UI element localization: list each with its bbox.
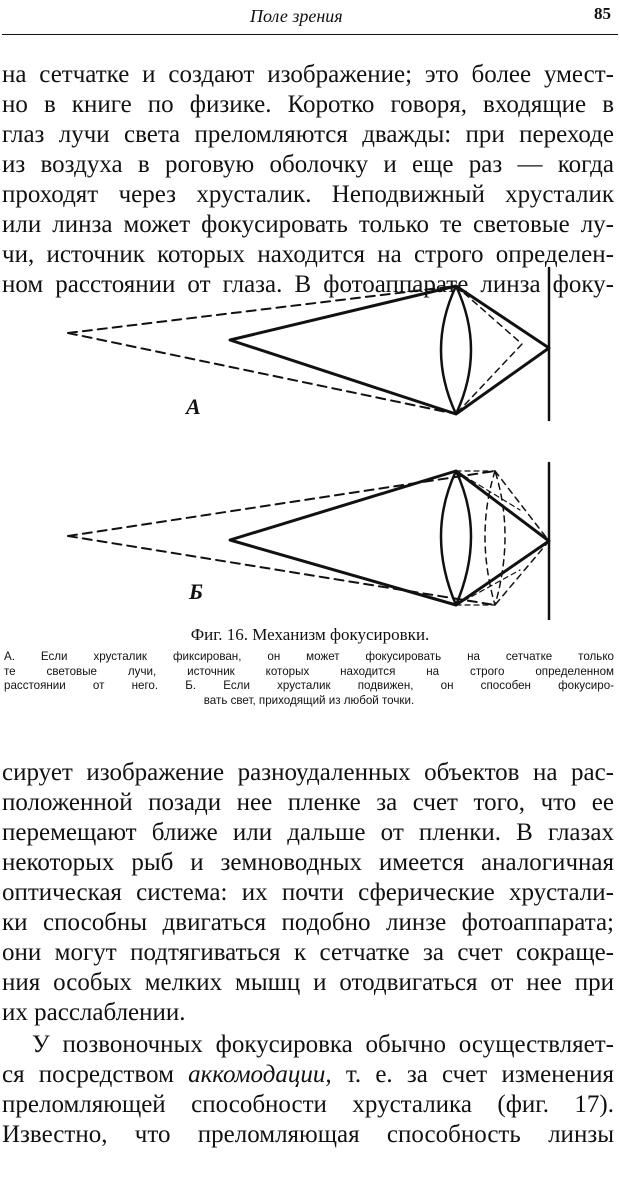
near-source-rays-b <box>230 471 549 605</box>
running-title: Поле зрения <box>250 6 343 26</box>
label-a: А <box>186 394 201 419</box>
figure-caption-text <box>4 650 614 708</box>
caption-line: те световые лучи, источник которых находится на строго определенном <box>4 664 614 678</box>
text-line: Известно, что преломляющая способность линзы <box>2 1121 614 1148</box>
text-line <box>2 1060 614 1090</box>
figure-caption-title: Фиг. 16. Механизм фокусировки. <box>190 625 430 644</box>
text-line: некоторых рыб и земноводных имеется аналогичная <box>2 849 614 876</box>
text-line: ки способны двигаться подобно линзе фотоаппарата; <box>2 909 614 936</box>
text-line: ном расстоянии от глаза. В фотоаппарате линза фоку- <box>2 271 614 298</box>
text-line: оптическая система: их почти сферические хрустали- <box>2 879 614 906</box>
text-line: или линза может фокусировать только те световые лу- <box>2 211 614 238</box>
text-line: сирует изображение разноудаленных объектов на рас- <box>2 759 614 786</box>
text-line: на сетчатке и создают изображение; это более умест- <box>2 61 614 88</box>
diagram-b <box>68 463 549 620</box>
text-line: ния особых мелких мышц и отодвигаться от нее при <box>2 969 614 996</box>
caption-line: расстоянии от него. Б. Если хрусталик подвижен, он способен фокусиро- <box>4 679 614 692</box>
text-line: чи, источник которых находится на строго определен- <box>2 241 614 268</box>
text-line: положенной позади нее пленке за счет того, что ее <box>2 789 614 816</box>
label-b: Б <box>189 579 203 604</box>
diagram-a <box>68 268 549 420</box>
focusing-diagram <box>0 260 620 620</box>
text-line: глаз лучи света преломляются дважды: при переходе <box>2 121 614 148</box>
text-line: перемещают ближе или дальше от пленки. В глазах <box>2 819 614 846</box>
text-line: преломляющей способности хрусталика (фиг. 17). <box>2 1091 614 1118</box>
text-fragment: ся посредством <box>2 1061 189 1088</box>
paragraph-2 <box>2 758 614 1028</box>
far-focus-rays-a <box>456 286 522 414</box>
text-line: из воздуха в роговую оболочку и еще раз — когда <box>2 151 614 178</box>
far-focus-rays-b <box>495 471 549 605</box>
header-rule <box>2 34 618 35</box>
text-line: их расслаблении. <box>2 999 186 1026</box>
lens-b-near <box>441 471 471 605</box>
lens-a <box>441 286 471 414</box>
far-source-rays-b <box>68 471 495 605</box>
text-line: они могут подтягиваться к сетчатке за счет сокраще- <box>2 939 614 966</box>
page-number: 85 <box>594 4 611 23</box>
near-source-rays-a <box>230 286 549 414</box>
text-fragment: т. е. за счет изменения <box>331 1061 614 1088</box>
text-line: У позвоночных фокусировка обычно осуществляет- <box>32 1031 614 1058</box>
text-line: проходят через хрусталик. Неподвижный хрусталик <box>2 181 614 208</box>
paragraph-3 <box>2 1030 614 1150</box>
term-accommodation: аккомодации, <box>188 1061 332 1088</box>
caption-line: А. Если хрусталик фиксирован, он может фокусировать на сетчатке только <box>4 650 614 663</box>
caption-line: вать свет, приходящий из любой точки. <box>203 693 415 707</box>
text-line: но в книге по физике. Коротко говоря, входящие в <box>2 91 614 118</box>
page-header <box>0 0 620 36</box>
